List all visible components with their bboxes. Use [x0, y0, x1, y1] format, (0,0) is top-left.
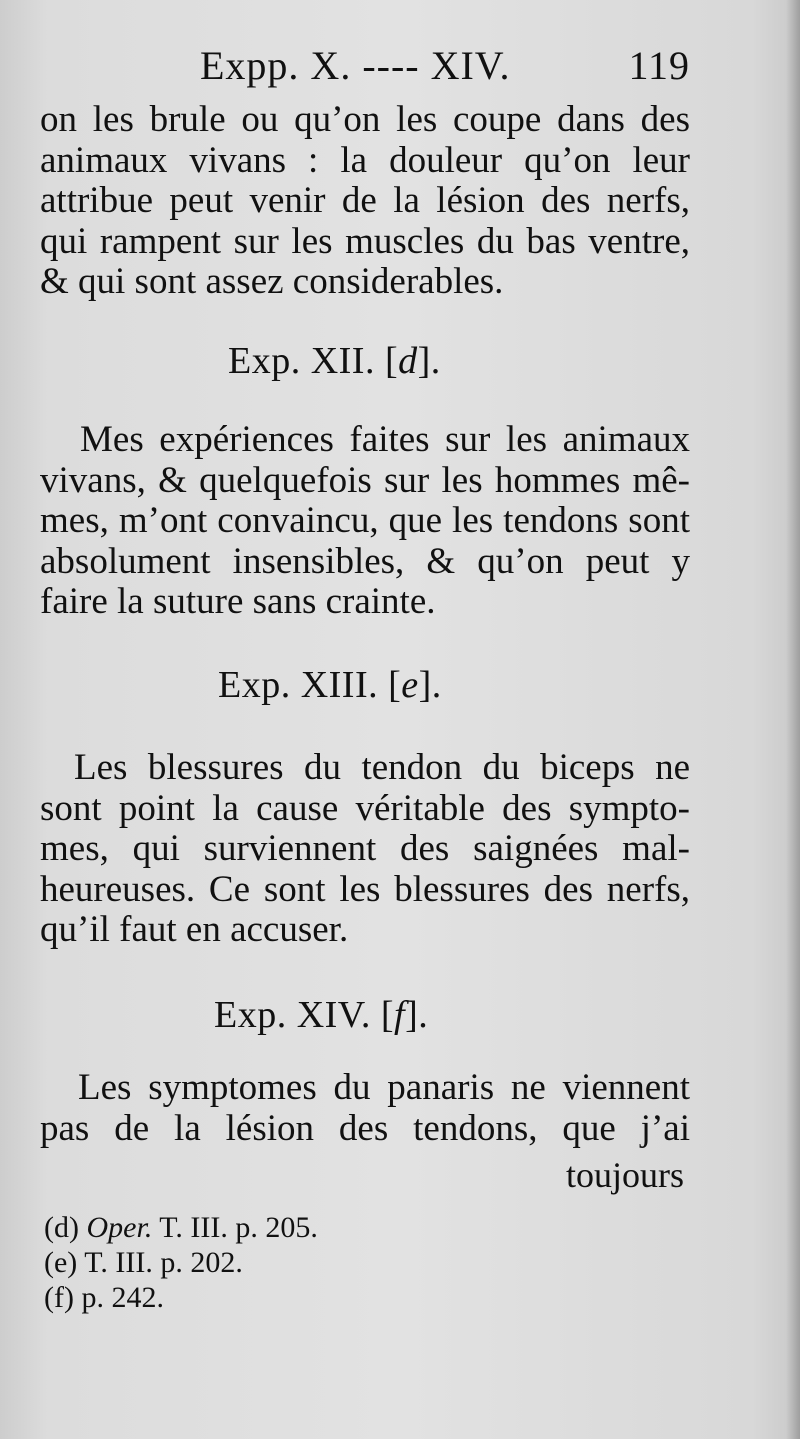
- section-heading-exp-xiv: [214, 990, 428, 1040]
- text-line: qui rampent sur les muscles du bas ventre,: [40, 220, 690, 262]
- footnote-citation: p. 242.: [81, 1281, 164, 1314]
- text-line: qu’il faut en accuser.: [40, 909, 349, 950]
- text-line: mes, m’ont convaincu, que les tendons sont: [40, 500, 690, 541]
- heading-label: Exp. XIV. [: [214, 994, 395, 1036]
- text-line: Les symptomes du panaris ne viennent: [78, 1067, 690, 1108]
- catchword: toujours: [566, 1155, 685, 1195]
- paragraph-4: [40, 1068, 690, 1149]
- section-heading-exp-xiii: [218, 660, 442, 710]
- text-line: attribue peut venir de la lésion des nerfs,: [40, 180, 690, 221]
- text-line: Mes expériences faites sur les animaux: [80, 419, 690, 460]
- footnote-mark: (d): [44, 1211, 79, 1244]
- running-head: [200, 38, 690, 94]
- footnote-reference: e: [401, 664, 419, 706]
- footnote-f: [44, 1280, 464, 1315]
- heading-label: Exp. XIII. [: [218, 664, 402, 706]
- text-line: mes, qui surviennent des saignées mal-: [40, 828, 690, 869]
- text-line: faire la suture sans crainte.: [40, 581, 436, 622]
- footnote-mark: (f): [44, 1281, 74, 1314]
- footnote-mark: (e): [44, 1246, 78, 1279]
- heading-label: Exp. XII. [: [228, 340, 399, 382]
- footnote-reference: f: [394, 994, 406, 1036]
- page-number: 119: [628, 43, 690, 88]
- footnote-d: [44, 1210, 464, 1245]
- heading-close: ].: [405, 994, 429, 1036]
- footnote-citation: T. III. p. 202.: [84, 1246, 243, 1279]
- section-heading-exp-xii: [228, 336, 441, 386]
- text-line: on les brule ou qu’on les coupe dans des: [40, 99, 690, 140]
- text-line: & qui sont assez considerables.: [40, 261, 504, 302]
- paragraph-2: [40, 420, 690, 623]
- text-line: Les blessures du tendon du biceps ne: [74, 747, 690, 788]
- footnotes: [44, 1210, 464, 1315]
- text-line: pas de la lésion des tendons, que j’ai: [40, 1107, 690, 1149]
- text-line: sont point la cause véritable des sympto-: [40, 787, 690, 829]
- page-gutter-shadow: [786, 0, 800, 1439]
- text-line: vivans, & quelquefois sur les hommes mê-: [40, 459, 690, 501]
- paragraph-3: [40, 748, 690, 951]
- heading-close: ].: [417, 340, 441, 382]
- text-line: absolument insensibles, & qu’on peut y: [40, 540, 690, 582]
- footnote-e: [44, 1245, 464, 1280]
- text-line: animaux vivans : la douleur qu’on leur: [40, 139, 690, 181]
- footnote-reference: d: [398, 340, 418, 382]
- footnote-citation: T. III. p. 205.: [159, 1211, 318, 1244]
- heading-close: ].: [418, 664, 442, 706]
- footnote-work: Oper.: [86, 1211, 153, 1244]
- text-line: heureuses. Ce sont les blessures des nerfs,: [40, 868, 690, 910]
- paragraph-1: [40, 100, 690, 303]
- running-title: Expp. X. ---- XIV.: [200, 43, 511, 88]
